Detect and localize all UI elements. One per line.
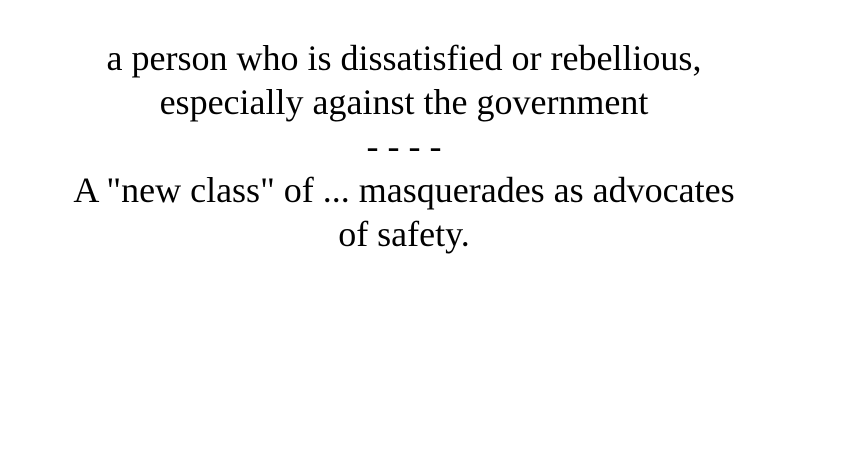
separator: - - - - xyxy=(366,126,442,166)
example-line-2: of safety. xyxy=(338,214,470,254)
example-line-1: A "new class" of ... masquerades as advocates xyxy=(73,170,735,210)
definition-line-1: a person who is dissatisfied or rebellious, xyxy=(106,38,702,78)
example-sentence xyxy=(0,168,808,256)
definition-text xyxy=(0,36,808,124)
definition-line-2: especially against the government xyxy=(159,82,649,122)
